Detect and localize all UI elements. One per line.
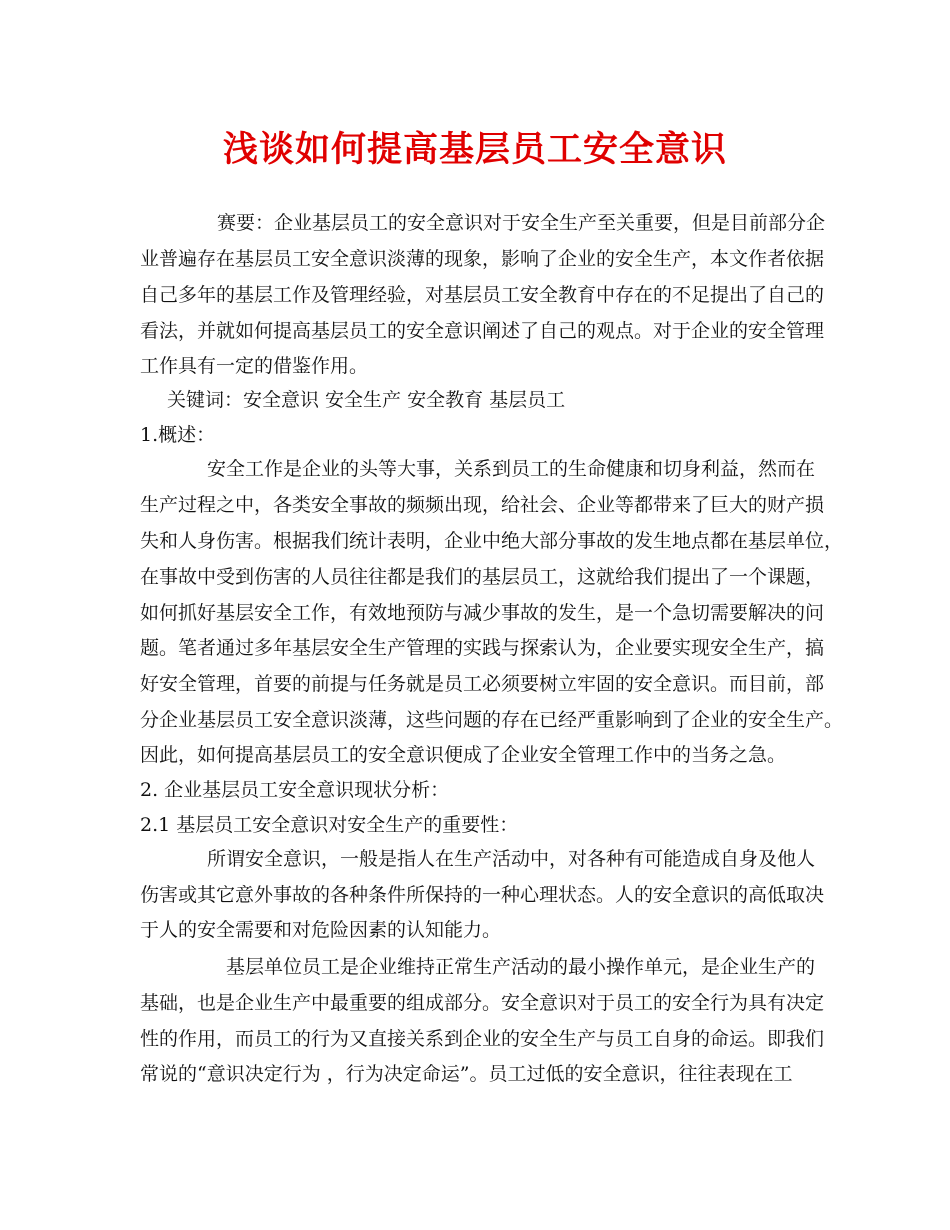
body-line-12: 于人的安全需要和对危险因素的认知能力。	[140, 919, 502, 941]
body-line-2: 生产过程之中，各类安全事故的频频出现，给社会、企业等都带来了巨大的财产损	[140, 494, 825, 516]
section-heading-1: 1.概述：	[140, 424, 216, 446]
body-line-6: 题。笔者通过多年基层安全生产管理的实践与探索认为，企业要实现安全生产，搞	[140, 637, 825, 659]
section-heading-2: 2. 企业基层员工安全意识现状分析：	[140, 779, 450, 801]
body-line-15: 性的作用，而员工的行为又直接关系到企业的安全生产与员工自身的命运。即我们	[140, 1028, 825, 1050]
body-line-10: 所谓安全意识，一般是指人在生产活动中，对各种有可能造成自身及他人	[207, 848, 816, 870]
keywords-line: 关键词：安全意识 安全生产 安全教育 基层员工	[167, 389, 566, 411]
body-line-7: 好安全管理，首要的前提与任务就是员工必须要树立牢固的安全意识。而目前，部	[140, 673, 825, 695]
body-line-13: 基层单位员工是企业维持正常生产活动的最小操作单元，是企业生产的	[226, 956, 816, 978]
abstract-line-4: 看法，并就如何提高基层员工的安全意识阐述了自己的观点。对于企业的安全管理	[140, 320, 825, 342]
body-line-14: 基础，也是企业生产中最重要的组成部分。安全意识对于员工的安全行为具有决定	[140, 992, 825, 1014]
document-title: 浅谈如何提高基层员工安全意识	[222, 129, 727, 170]
subsection-heading-2-1: 2.1 基层员工安全意识对安全生产的重要性：	[140, 814, 519, 836]
body-line-5: 如何抓好基层安全工作，有效地预防与减少事故的发生，是一个急切需要解决的问	[140, 602, 825, 624]
body-line-4: 在事故中受到伤害的人员往往都是我们的基层员工，这就给我们提出了一个课题，	[140, 566, 825, 588]
abstract-line-5: 工作具有一定的借鉴作用。	[140, 355, 369, 377]
body-line-8: 分企业基层员工安全意识淡薄，这些问题的存在已经严重影响到了企业的安全生产。	[140, 709, 844, 731]
body-line-11: 伤害或其它意外事故的各种条件所保持的一种心理状态。人的安全意识的高低取决	[140, 884, 825, 906]
abstract-line-2: 业普遍存在基层员工安全意识淡薄的现象，影响了企业的安全生产，本文作者依据	[140, 248, 825, 270]
body-line-16: 常说的“意识决定行为 ，行为决定命运”。员工过低的安全意识，往往表现在工	[140, 1063, 793, 1085]
abstract-line-1: 赛要：企业基层员工的安全意识对于安全生产至关重要，但是目前部分企	[217, 212, 826, 234]
abstract-line-3: 自己多年的基层工作及管理经验，对基层员工安全教育中存在的不足提出了自己的	[140, 284, 825, 306]
body-line-3: 失和人身伤害。根据我们统计表明，企业中绝大部分事故的发生地点都在基层单位，	[140, 530, 844, 552]
body-line-9: 因此，如何提高基层员工的安全意识便成了企业安全管理工作中的当务之急。	[140, 744, 787, 766]
body-line-1: 安全工作是企业的头等大事，关系到员工的生命健康和切身利益，然而在	[207, 458, 816, 480]
